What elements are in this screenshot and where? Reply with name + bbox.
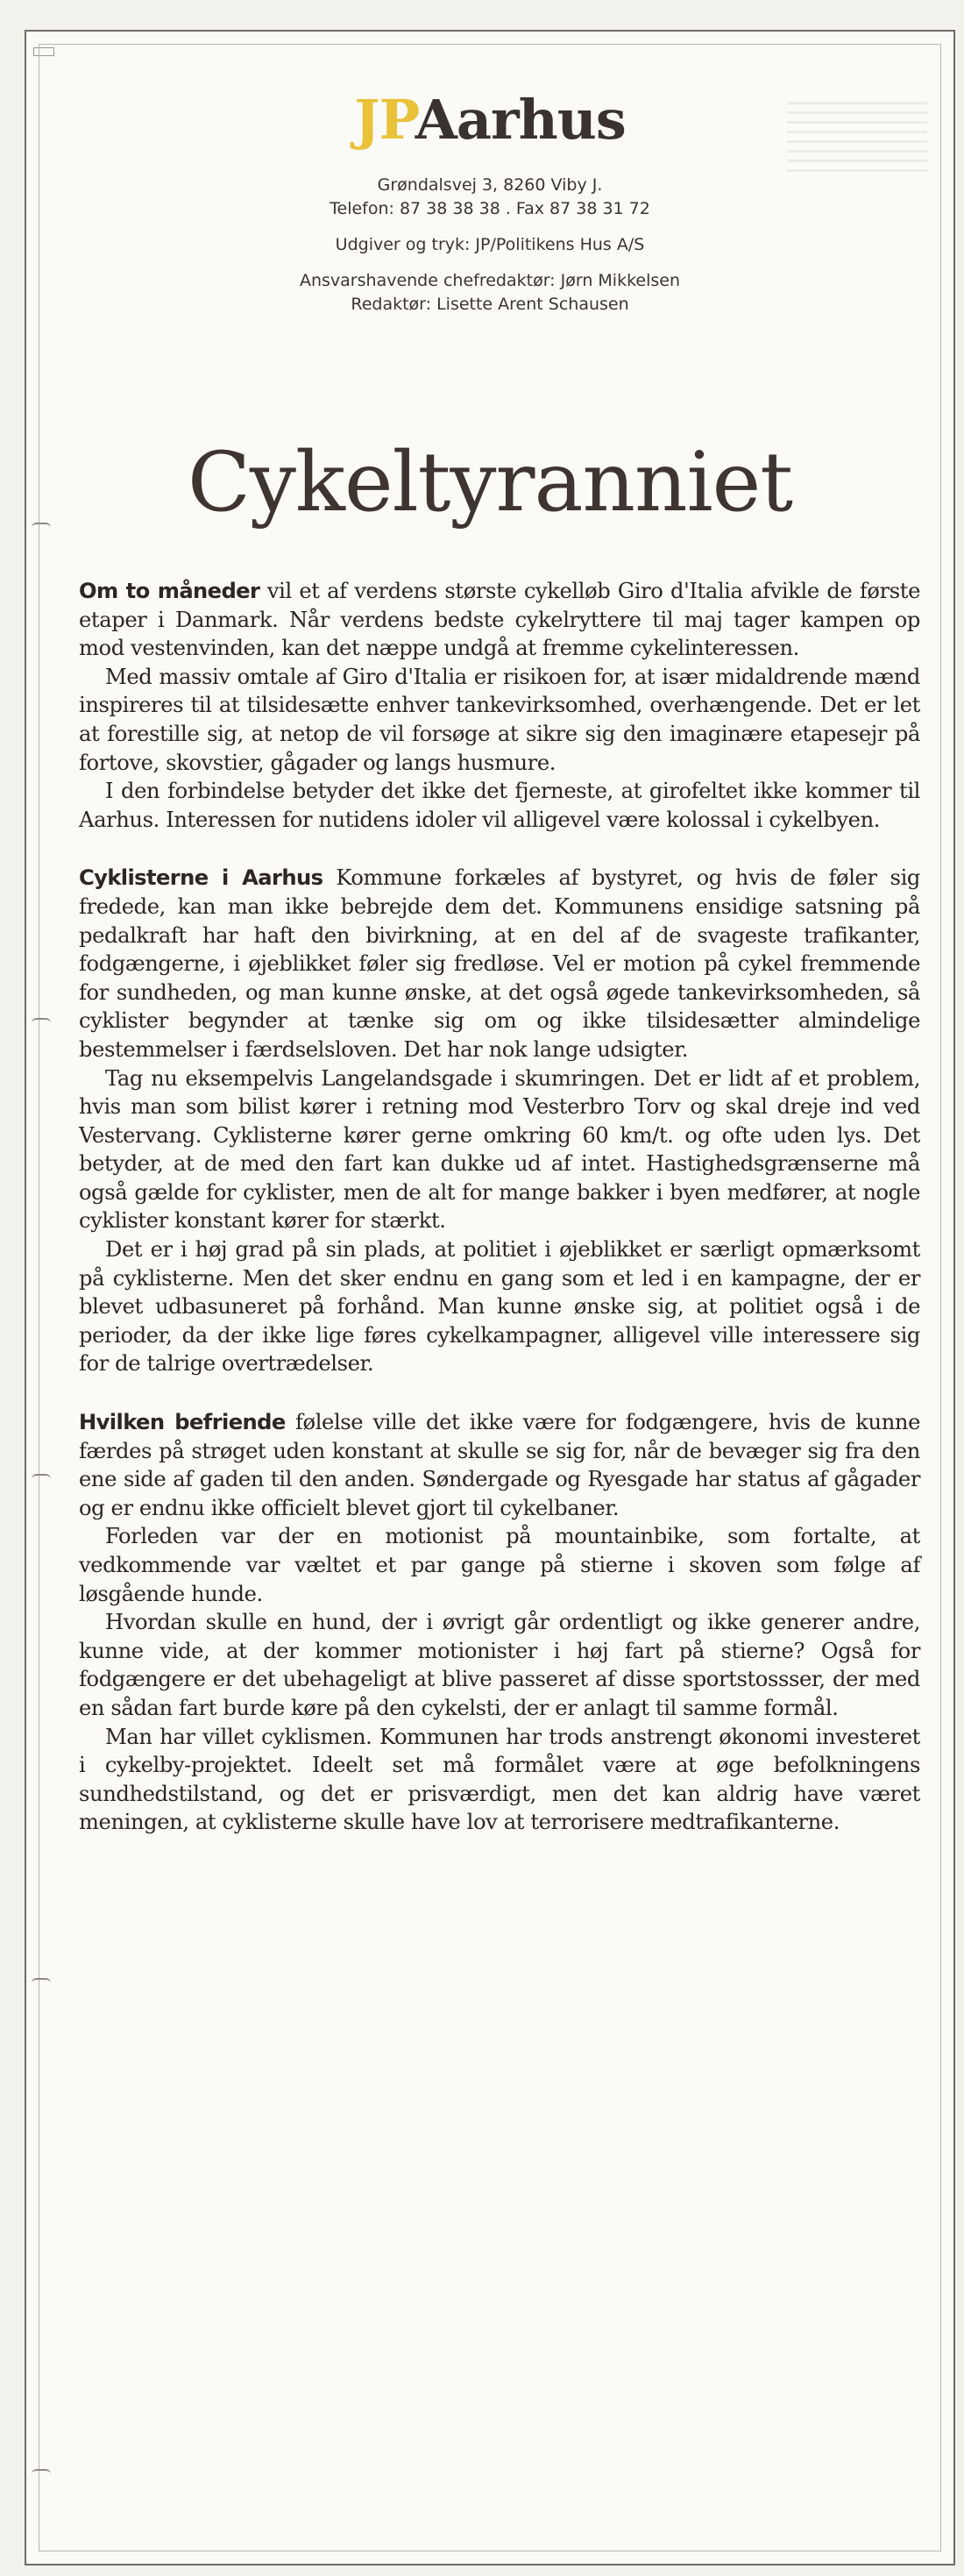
headline: Cykeltyranniet (187, 435, 793, 530)
address: Grøndalsvej 3, 8260 Viby J. (377, 175, 603, 195)
margin-fold-mark (32, 1978, 51, 1989)
paragraph (79, 577, 920, 663)
paragraph: Man har villet cyklismen. Kommunen har trods anstrengt økonomi investeret i cykelby-projektet. Ideelt set må formålet være at øge befolkningens sundhedstilstand, og det er prisværdigt, men det kan aldrig have været meningen, at cyklisterne skulle have lov at terrorisere medtrafikanterne. (79, 1724, 920, 1835)
section-lead: Om to måneder (79, 579, 260, 603)
masthead (26, 88, 953, 317)
paragraph: Med massiv omtale af Giro d'Italia er risikoen for, at især midaldrende mænd inspireres til at tilsidesætte enhver tankevirksomhed, overhængende. Det er let at forestille sig, at netop de vil forsøge at sikre sig den imaginære etapesejr på fortove, skovstier, gågader og langs husmure. (79, 664, 920, 775)
paragraph: Hvordan skulle en hund, der i øvrigt går ordentligt og ikke generer andre, kunne vide, at der kommer motionister i høj fart på stierne? Også for fodgængere er det ubehageligt at blive passeret af disse sportstossser, der med en sådan fart burde køre på den cykelsti, der er anlagt til samme formål. (79, 1610, 920, 1720)
paragraph-text: vil et af verdens største cykelløb Giro d'Italia afvikle de første etaper i Danmark. Når verdens bedste cykelryttere til maj tager kampen op mod vestenvinden, kan det næppe undgå at fremme cykelinteressen. (79, 579, 920, 661)
margin-fold-mark (32, 1474, 51, 1484)
corner-tape-mark (33, 47, 54, 56)
newspaper-clipping (25, 30, 955, 2565)
publisher: Udgiver og tryk: JP/Politikens Hus A/S (335, 235, 645, 254)
paragraph: Tag nu eksempelvis Langelandsgade i skumringen. Det er lidt af et problem, hvis man som bilist kører i retning mod Vesterbro Torv og skal dreje ind ved Vestervang. Cyklisterne kører gerne omkring 60 km/t. og ofte uden lys. Det betyder, at de med den fart kan dukke ud af intet. Hastighedsgrænserne må også gælde for cyklister, men de alt for mange bakker i byen medfører, at nogle cyklister konstant kører for stærkt. (79, 1065, 920, 1234)
paragraph: Det er i høj grad på sin plads, at politiet i øjeblikket er særligt opmærksomt på cyklisterne. Men det sker endnu en gang som et led i en kampagne, der er blevet udbasuneret på forhånd. Man kunne ønske sig, at politiet også i de perioder, da der ikke lige føres cykelkampagner, alligevel ville interessere sig for de talrige overtrædelser. (79, 1237, 920, 1377)
paragraph-text: følelse ville det ikke være for fodgængere, hvis de kunne færdes på strøget uden konstant at skulle se sig for, når de bevæger sig fra den ene side af gaden til den anden. Søndergade og Ryesgade har status af gågader og er endnu ikke officielt blevet gjort til cykelbaner. (79, 1410, 920, 1520)
margin-fold-mark (32, 2469, 51, 2480)
section-lead: Hvilken befriende (79, 1410, 286, 1435)
logo-prefix: JP (354, 88, 415, 152)
editor-in-chief: Ansvarshavende chefredaktør: Jørn Mikkelsen (299, 271, 681, 290)
jp-aarhus-logo (26, 88, 953, 152)
paragraph (79, 864, 920, 1064)
logo-name: Aarhus (415, 88, 626, 152)
paragraph (79, 1408, 920, 1522)
phone-fax: Telefon: 87 38 38 38 . Fax 87 38 31 72 (330, 199, 650, 218)
section-lead: Cyklisterne i Aarhus (79, 865, 323, 891)
paragraph: I den forbindelse betyder det ikke det fjerneste, at girofeltet ikke kommer til Aarhus. Interessen for nutidens idoler vil alligevel være kolossal i cykelbyen. (79, 779, 920, 832)
article-body (79, 577, 920, 1837)
editor: Redaktør: Lisette Arent Schausen (351, 295, 629, 314)
paragraph-text: Kommune forkæles af bystyret, og hvis de føler sig fredede, kan man ikke bebrejde dem det. Kommunens ensidige satsning på pedalkraft har haft den bivirkning, at en del af de svageste trafikanter, fodgængerne, i øjeblikket føler sig fredløse. Vel er motion på cykel fremmende for sundheden, og man kunne ønske, at det også øgede tankevirksomheden, så cyklister begynder at tænke sig om og ikke tilsidesætter almindelige bestemmelser i færdselsloven. Det har nok lange udsigter. (79, 865, 920, 1062)
masthead-info (26, 174, 953, 317)
paragraph: Forleden var der en motionist på mountainbike, som fortalte, at vedkommende var væltet et par gange på stierne i skoven som følge af løsgående hunde. (79, 1524, 920, 1606)
margin-fold-mark (32, 1018, 51, 1028)
